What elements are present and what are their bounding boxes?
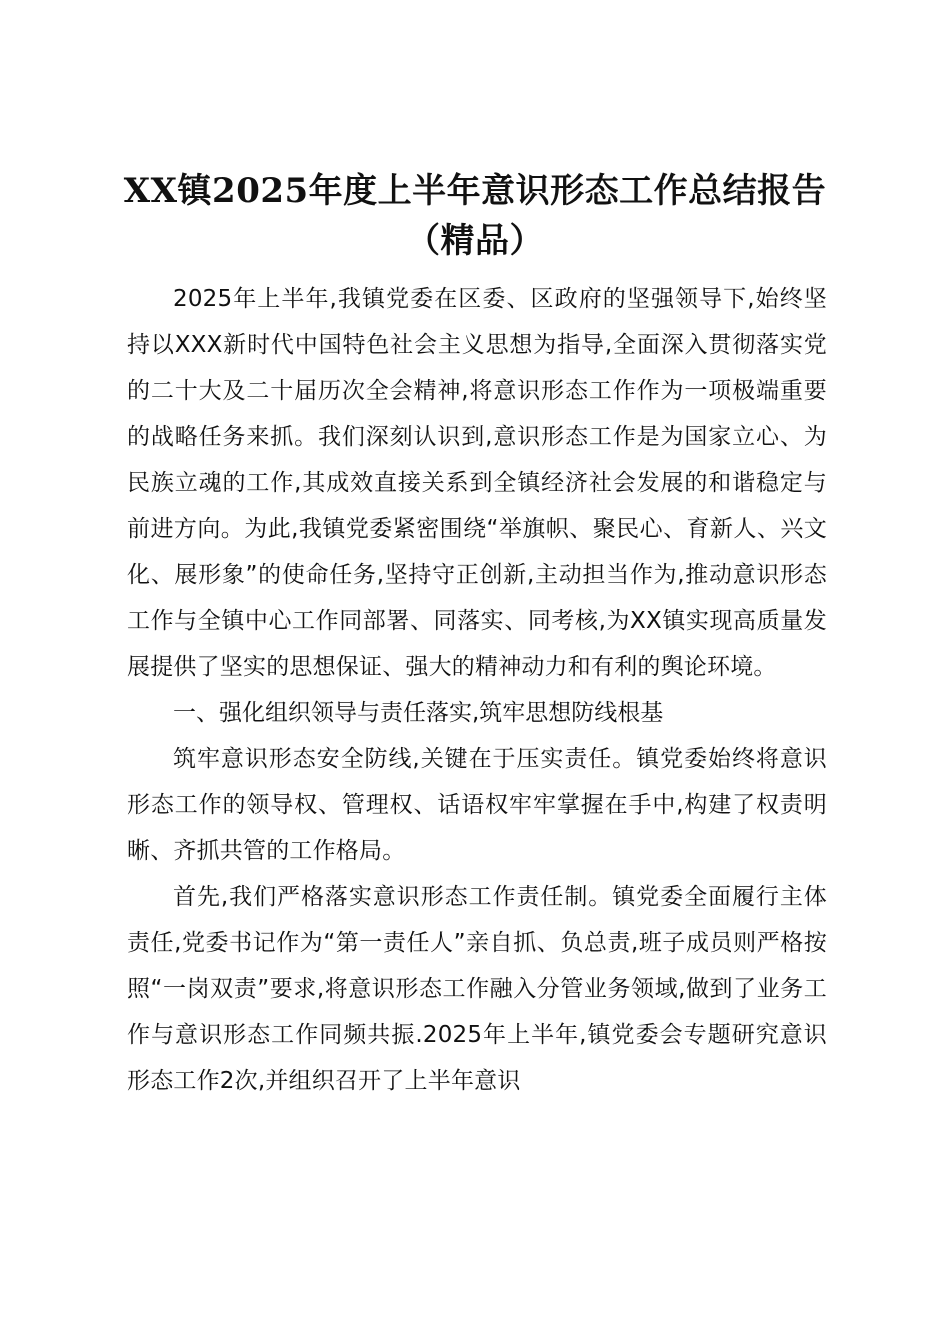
intro-paragraph: 2025年上半年,我镇党委在区委、区政府的坚强领导下,始终坚持以XXX新时代中国特色社会主义思想为指导,全面深入贯彻落实党的二十大及二十届历次全会精神,将意识形态工作作为一项极端重要的战略任务来抓。我们深刻认识到,意识形态工作是为国家立心、为民族立魂的工作,其成效直接关系到全镇经济社会发展的和谐稳定与前进方向。为此,我镇党委紧密围绕“举旗帜、聚民心、育新人、兴文化、展形象”的使命任务,坚持守正创新,主动担当作为,推动意识形态工作与全镇中心工作同部署、同落实、同考核,为XX镇实现高质量发展提供了坚实的思想保证、强大的精神动力和有利的舆论环境。: [127, 286, 827, 680]
document-body: [127, 276, 827, 1104]
body-paragraph: 首先,我们严格落实意识形态工作责任制。镇党委全面履行主体责任,党委书记作为“第一责任人”亲自抓、负总责,班子成员则严格按照“一岗双责”要求,将意识形态工作融入分管业务领域,做到了业务工作与意识形态工作同频共振.2025年上半年,镇党委会专题研究意识形态工作2次,并组织召开了上半年意识: [127, 884, 827, 1094]
section-heading: 一、强化组织领导与责任落实,筑牢思想防线根基: [173, 700, 664, 726]
body-paragraph: 筑牢意识形态安全防线,关键在于压实责任。镇党委始终将意识形态工作的领导权、管理权、话语权牢牢掌握在手中,构建了权责明晰、齐抓共管的工作格局。: [127, 746, 827, 864]
document-title: XX镇2025年度上半年意识形态工作总结报告（精品）: [123, 171, 827, 261]
